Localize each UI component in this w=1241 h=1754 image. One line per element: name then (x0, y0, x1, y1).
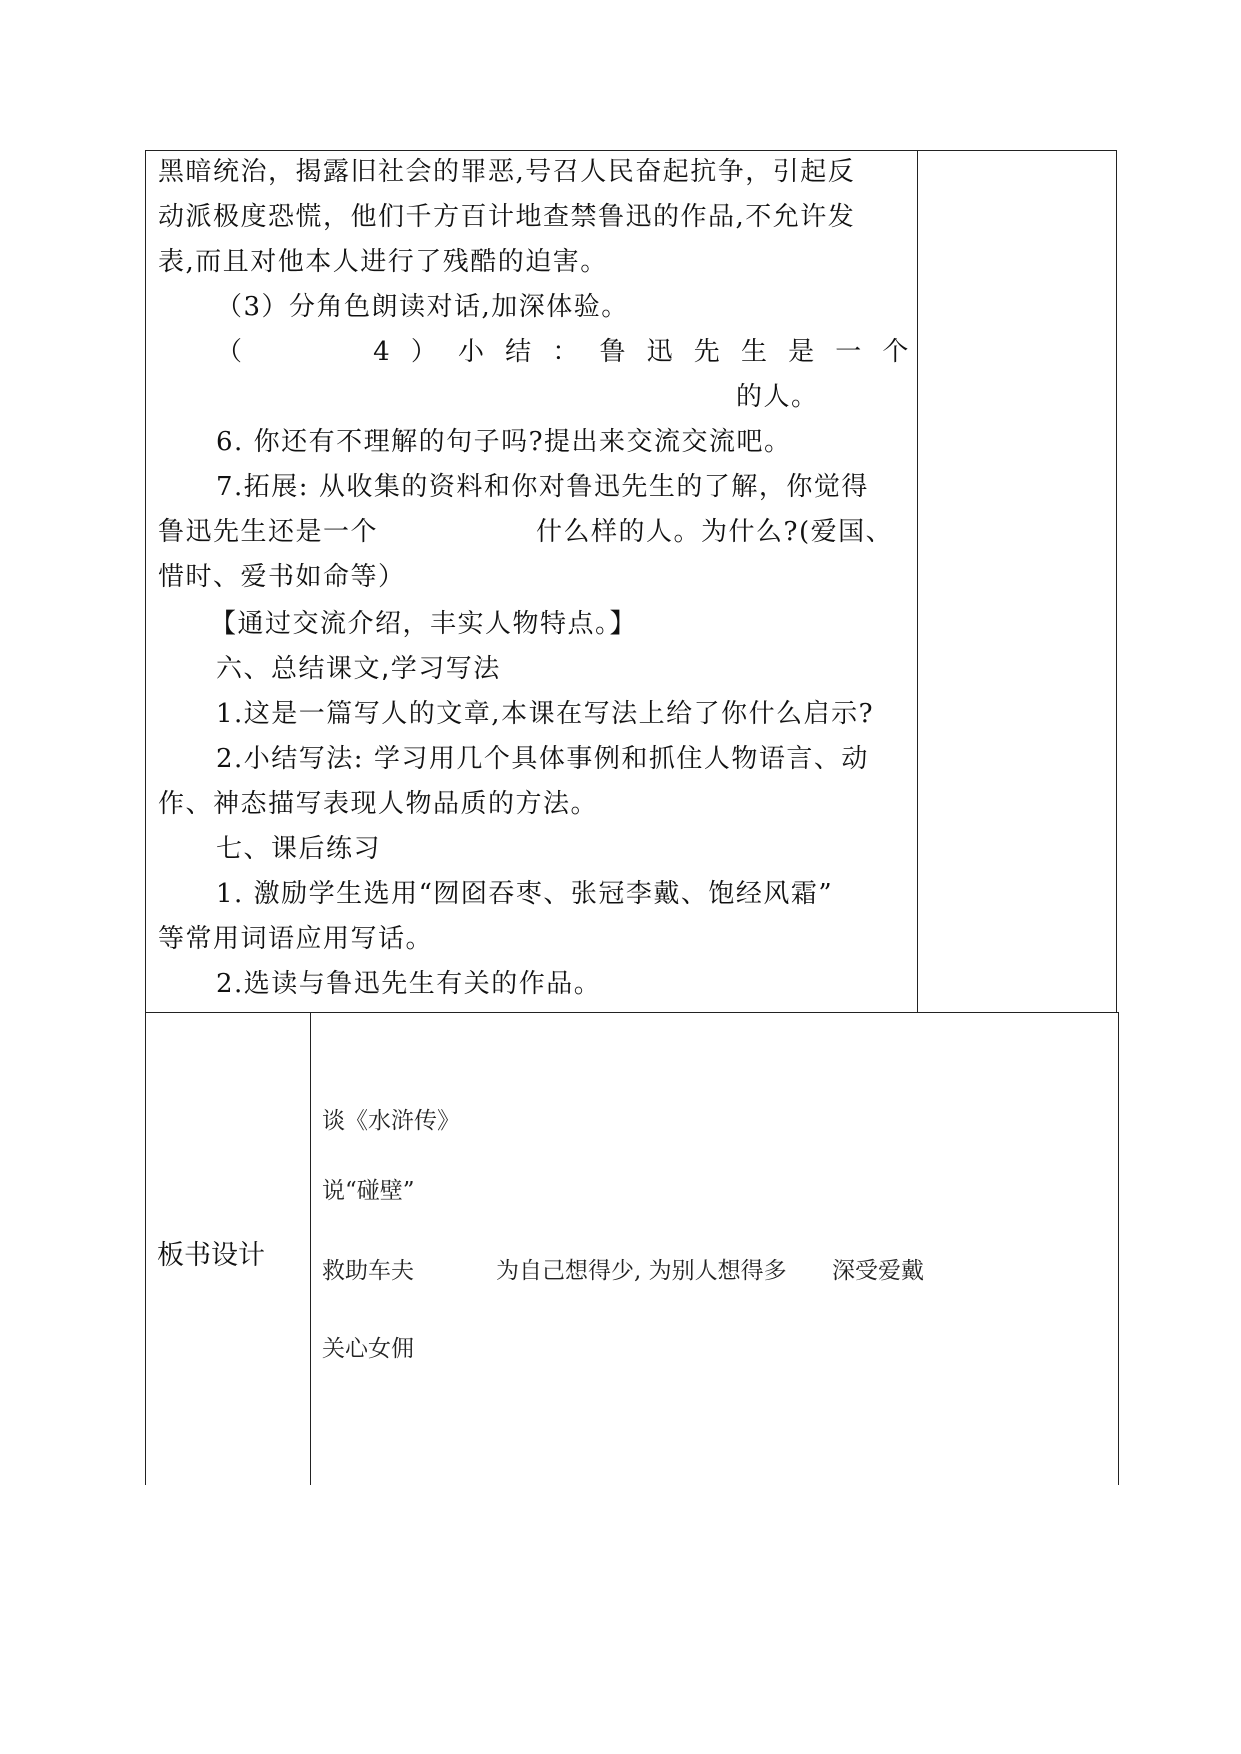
summary-line (158, 330, 910, 374)
section-7-item-1-line-1: 1. 激励学生选用“囫囵吞枣、张冠李戴、饱经风霜” (216, 879, 834, 909)
section-7-item-2: 2.选读与鲁迅先生有关的作品。 (216, 969, 602, 999)
board-line-3-left: 救助车夫 (322, 1258, 414, 1284)
summary-part: 是 (788, 337, 816, 367)
summary-part: 个 (882, 337, 910, 367)
summary-part: （ (216, 337, 244, 367)
section-7-item-1-line-2: 等常用词语应用写话。 (158, 924, 434, 954)
summary-part: 结 (505, 337, 533, 367)
text-line: （3）分角色朗读对话,加深体验。 (216, 292, 629, 322)
section-6-item-1: 1.这是一篇写人的文章,本课在写法上给了你什么启示? (216, 699, 875, 729)
summary-part: 小 (458, 337, 486, 367)
text-line: 动派极度恐慌，他们千方百计地查禁鲁迅的作品,不允许发 (158, 202, 856, 232)
question-7-line-2a: 鲁迅先生还是一个 (158, 517, 379, 547)
board-design-column-divider (310, 1012, 311, 1485)
summary-part: 生 (740, 337, 769, 367)
summary-part: ） (410, 337, 439, 367)
summary-tail: 的人。 (736, 382, 819, 412)
section-6-title: 六、总结课文,学习写法 (216, 654, 501, 684)
summary-part: 鲁 (599, 337, 627, 367)
section-6-item-2-line-2: 作、神态描写表现人物品质的方法。 (158, 789, 599, 819)
board-line-3-right: 深受爱戴 (832, 1258, 924, 1284)
upper-table-column-divider (917, 150, 918, 1013)
board-design-label: 板书设计 (157, 1240, 265, 1271)
section-7-title: 七、课后练习 (216, 834, 382, 864)
text-line: 表,而且对他本人进行了残酷的迫害。 (158, 247, 608, 277)
summary-part: 先 (693, 337, 722, 367)
text-line: 黑暗统治，揭露旧社会的罪恶,号召人民奋起抗争，引起反 (158, 157, 856, 187)
section-6-item-2-line-1: 2.小结写法: 学习用几个具体事例和抓住人物语言、动 (216, 744, 869, 774)
summary-part: 迅 (646, 337, 675, 367)
question-7-line-2b: 什么样的人。为什么?(爱国、 (536, 517, 894, 547)
summary-part: ： (552, 337, 580, 367)
board-line-4: 关心女佣 (322, 1336, 414, 1362)
summary-part: 4 (373, 337, 392, 367)
board-design-table (145, 1012, 1119, 1485)
teaching-note: 【通过交流介绍，丰实人物特点。】 (210, 609, 638, 639)
question-6: 6. 你还有不理解的句子吗?提出来交流交流吧。 (216, 427, 792, 457)
board-line-1: 谈《水浒传》 (322, 1108, 460, 1134)
question-7-line-3: 惜时、爱书如命等） (158, 562, 406, 592)
summary-part: 一 (835, 337, 863, 367)
board-line-3-middle: 为自己想得少, 为别人想得多 (496, 1258, 787, 1284)
question-7-line-1: 7.拓展: 从收集的资料和你对鲁迅先生的了解，你觉得 (216, 472, 869, 502)
board-line-2: 说“碰壁” (322, 1178, 415, 1204)
